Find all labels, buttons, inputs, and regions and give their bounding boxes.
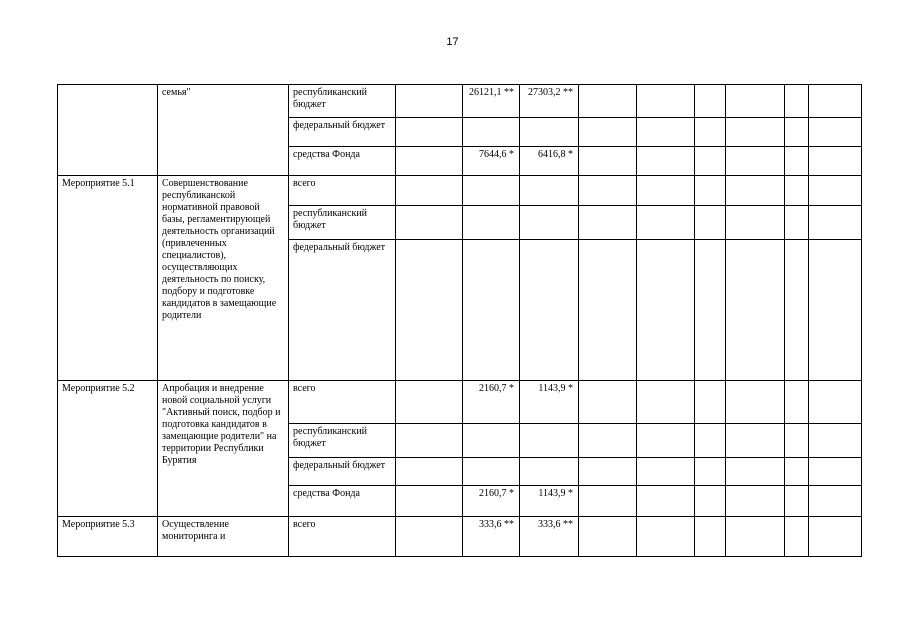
- value-cell: 1143,9 *: [520, 381, 579, 424]
- measure-cell: [58, 85, 158, 176]
- empty-cell: [809, 118, 862, 147]
- measure-cell: Мероприятие 5.1: [58, 176, 158, 381]
- empty-cell: [785, 458, 809, 486]
- empty-cell: [637, 206, 695, 240]
- empty-cell: [809, 486, 862, 517]
- empty-cell: [726, 240, 785, 381]
- value-cell: [396, 517, 463, 557]
- empty-cell: [695, 424, 726, 458]
- value-cell: [520, 206, 579, 240]
- table-row: [58, 517, 862, 557]
- empty-cell: [579, 424, 637, 458]
- empty-cell: [726, 458, 785, 486]
- value-cell: [396, 85, 463, 118]
- value-cell: 6416,8 *: [520, 147, 579, 176]
- empty-cell: [809, 147, 862, 176]
- empty-cell: [809, 85, 862, 118]
- budget-table: [57, 84, 862, 557]
- empty-cell: [637, 517, 695, 557]
- empty-cell: [809, 176, 862, 206]
- funding-source-cell: средства Фонда: [289, 147, 396, 176]
- empty-cell: [695, 206, 726, 240]
- empty-cell: [579, 85, 637, 118]
- empty-cell: [809, 458, 862, 486]
- funding-source-cell: федеральный бюджет: [289, 458, 396, 486]
- value-cell: [463, 206, 520, 240]
- empty-cell: [579, 176, 637, 206]
- empty-cell: [579, 206, 637, 240]
- funding-source-cell: федеральный бюджет: [289, 118, 396, 147]
- table-row: [58, 381, 862, 424]
- measure-cell: Мероприятие 5.3: [58, 517, 158, 557]
- empty-cell: [637, 381, 695, 424]
- value-cell: [520, 458, 579, 486]
- value-cell: [520, 176, 579, 206]
- empty-cell: [695, 147, 726, 176]
- value-cell: [520, 118, 579, 147]
- empty-cell: [726, 85, 785, 118]
- value-cell: [396, 176, 463, 206]
- value-cell: 7644,6 *: [463, 147, 520, 176]
- empty-cell: [785, 147, 809, 176]
- empty-cell: [809, 381, 862, 424]
- value-cell: [396, 486, 463, 517]
- value-cell: [463, 118, 520, 147]
- description-cell: семья": [158, 85, 289, 176]
- funding-source-cell: республиканский бюджет: [289, 206, 396, 240]
- empty-cell: [637, 458, 695, 486]
- description-cell: Апробация и внедрение новой социальной услуги "Активный поиск, подбор и подготовка кандидатов в замещающие родители" на территории Республики Бурятия: [158, 381, 289, 517]
- empty-cell: [695, 85, 726, 118]
- empty-cell: [809, 206, 862, 240]
- empty-cell: [637, 240, 695, 381]
- value-cell: [463, 458, 520, 486]
- value-cell: [396, 381, 463, 424]
- empty-cell: [726, 486, 785, 517]
- empty-cell: [785, 206, 809, 240]
- value-cell: [396, 118, 463, 147]
- value-cell: 26121,1 **: [463, 85, 520, 118]
- empty-cell: [579, 240, 637, 381]
- value-cell: [396, 458, 463, 486]
- value-cell: 2160,7 *: [463, 381, 520, 424]
- empty-cell: [579, 381, 637, 424]
- empty-cell: [785, 517, 809, 557]
- empty-cell: [726, 381, 785, 424]
- empty-cell: [726, 147, 785, 176]
- value-cell: [396, 147, 463, 176]
- funding-source-cell: средства Фонда: [289, 486, 396, 517]
- empty-cell: [726, 176, 785, 206]
- funding-source-cell: республиканский бюджет: [289, 85, 396, 118]
- funding-source-cell: всего: [289, 381, 396, 424]
- value-cell: [396, 206, 463, 240]
- empty-cell: [579, 486, 637, 517]
- empty-cell: [695, 381, 726, 424]
- value-cell: [396, 240, 463, 381]
- value-cell: 27303,2 **: [520, 85, 579, 118]
- value-cell: 1143,9 *: [520, 486, 579, 517]
- empty-cell: [579, 458, 637, 486]
- empty-cell: [637, 424, 695, 458]
- description-cell: Осуществление мониторинга и: [158, 517, 289, 557]
- empty-cell: [695, 240, 726, 381]
- empty-cell: [579, 147, 637, 176]
- empty-cell: [579, 517, 637, 557]
- value-cell: 333,6 **: [463, 517, 520, 557]
- table-row: [58, 85, 862, 118]
- funding-source-cell: всего: [289, 517, 396, 557]
- empty-cell: [785, 85, 809, 118]
- value-cell: [396, 424, 463, 458]
- empty-cell: [637, 486, 695, 517]
- empty-cell: [726, 517, 785, 557]
- empty-cell: [695, 118, 726, 147]
- empty-cell: [785, 486, 809, 517]
- value-cell: [520, 240, 579, 381]
- empty-cell: [809, 517, 862, 557]
- description-cell: Совершенствование республиканской нормативной правовой базы, регламентирующей деятельность организаций (привлеченных специалистов), осуществляющих деятельность по поиску, подбору и подготовке кандидатов в замещающие родители: [158, 176, 289, 381]
- empty-cell: [695, 176, 726, 206]
- value-cell: [463, 424, 520, 458]
- value-cell: [520, 424, 579, 458]
- measure-cell: Мероприятие 5.2: [58, 381, 158, 517]
- value-cell: 2160,7 *: [463, 486, 520, 517]
- empty-cell: [785, 424, 809, 458]
- value-cell: [463, 240, 520, 381]
- empty-cell: [726, 118, 785, 147]
- value-cell: [463, 176, 520, 206]
- funding-source-cell: всего: [289, 176, 396, 206]
- table-row: [58, 176, 862, 206]
- empty-cell: [809, 240, 862, 381]
- value-cell: 333,6 **: [520, 517, 579, 557]
- empty-cell: [785, 118, 809, 147]
- empty-cell: [695, 517, 726, 557]
- empty-cell: [695, 458, 726, 486]
- empty-cell: [785, 176, 809, 206]
- empty-cell: [785, 381, 809, 424]
- empty-cell: [637, 147, 695, 176]
- empty-cell: [637, 118, 695, 147]
- empty-cell: [726, 424, 785, 458]
- empty-cell: [695, 486, 726, 517]
- empty-cell: [785, 240, 809, 381]
- empty-cell: [637, 85, 695, 118]
- funding-source-cell: республиканский бюджет: [289, 424, 396, 458]
- empty-cell: [579, 118, 637, 147]
- funding-source-cell: федеральный бюджет: [289, 240, 396, 381]
- empty-cell: [637, 176, 695, 206]
- empty-cell: [809, 424, 862, 458]
- page-number: 17: [446, 36, 459, 48]
- empty-cell: [726, 206, 785, 240]
